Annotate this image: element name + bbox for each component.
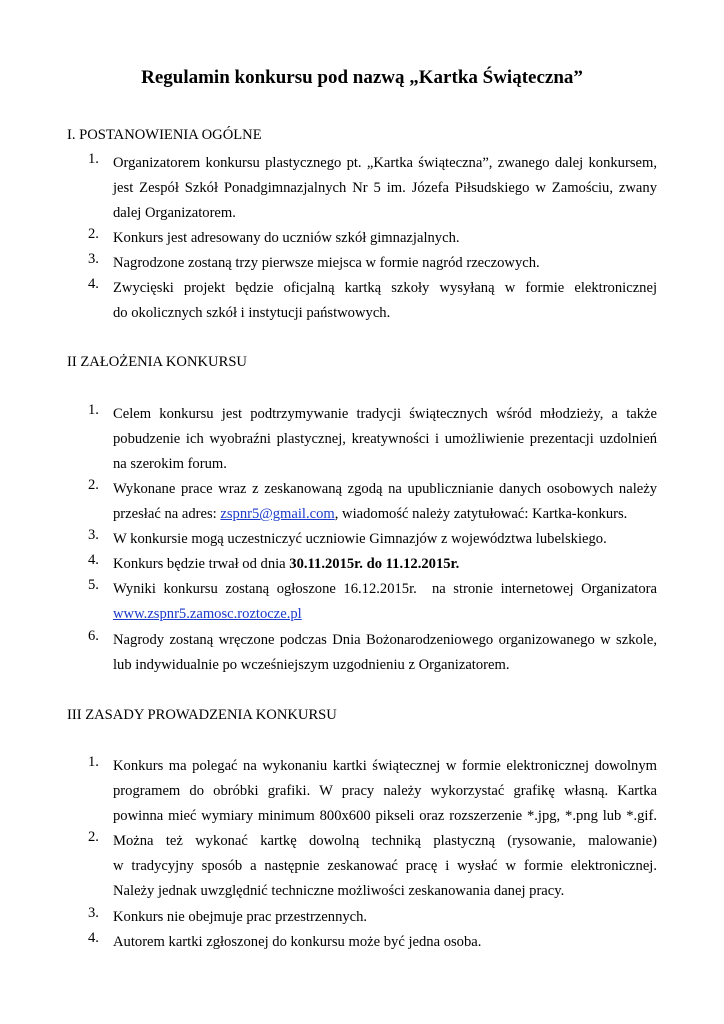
item-number: 6.	[88, 628, 99, 644]
item-text-line: Celem konkursu jest podtrzymywanie tradycji świątecznych wśród młodzieży, a także	[113, 406, 657, 422]
item-text-line: Konkurs jest adresowany do uczniów szkół gimnazjalnych.	[113, 230, 460, 246]
item-text-line: programem do obróbki grafiki. W pracy należy wykorzystać grafikę własną. Kartka	[113, 783, 657, 799]
item-text-line: Konkurs ma polegać na wykonaniu kartki świątecznej w formie elektronicznej dowolnym	[113, 758, 657, 774]
list-item	[88, 930, 657, 955]
item-number: 2.	[88, 477, 99, 493]
email-link[interactable]: zspnr5@gmail.com	[220, 506, 335, 522]
item-text-line: dalej Organizatorem.	[113, 205, 236, 221]
section-heading-zalozenia: II ZAŁOŻENIA KONKURSU	[67, 354, 247, 370]
item-text-line	[113, 502, 657, 527]
item-text-line: lub indywidualnie po wcześniejszym uzgodnieniu z Organizatorem.	[113, 657, 510, 673]
list-item	[88, 477, 657, 527]
item-text-line: Nagrody zostaną wręczone podczas Dnia Bożonarodzeniowego organizowanego w szkole,	[113, 632, 657, 648]
section-heading-postanowienia: I. POSTANOWIENIA OGÓLNE	[67, 127, 262, 143]
website-link[interactable]: www.zspnr5.zamosc.roztocze.pl	[113, 606, 302, 622]
date-separator: do	[362, 556, 386, 572]
item-number: 5.	[88, 577, 99, 593]
list-item	[88, 251, 657, 276]
item-text-line: do okolicznych szkół i instytucji państwowych.	[113, 305, 391, 321]
item-text-line: Wykonane prace wraz z zeskanowaną zgodą na upublicznianie danych osobowych należy	[113, 481, 657, 497]
list-item	[88, 276, 657, 326]
date-from: 30.11.2015r.	[289, 556, 363, 572]
item-number: 4.	[88, 276, 99, 292]
item-text-line	[113, 602, 657, 627]
list-item	[88, 527, 657, 552]
item-text-line: Organizatorem konkursu plastycznego pt. „Kartka świąteczna”, zwanego dalej konkursem,	[113, 155, 657, 171]
section-heading-zasady: III ZASADY PROWADZENIA KONKURSU	[67, 707, 337, 723]
item-number: 1.	[88, 151, 99, 167]
item-text-line: Nagrodzone zostaną trzy pierwsze miejsca w formie nagród rzeczowych.	[113, 255, 540, 271]
item-text-line: W konkursie mogą uczestniczyć uczniowie Gimnazjów z województwa lubelskiego.	[113, 531, 607, 547]
item-text-line: Należy jednak uwzględnić techniczne możliwości zeskanowania danej pracy.	[113, 883, 565, 899]
item-text-segment: Konkurs będzie trwał od dnia	[113, 556, 290, 572]
item-number: 3.	[88, 905, 99, 921]
item-number: 1.	[88, 402, 99, 418]
item-text-line: Autorem kartki zgłoszonej do konkursu może być jedna osoba.	[113, 934, 482, 950]
item-text-line: pobudzenie ich wyobraźni plastycznej, kreatywności i umożliwienie prezentacji uzdolnień	[113, 431, 657, 447]
item-text-line: Konkurs nie obejmuje prac przestrzennych.	[113, 909, 368, 925]
item-text-line: na szerokim forum.	[113, 456, 227, 472]
item-number: 2.	[88, 226, 99, 242]
item-text-line: Zwycięski projekt będzie oficjalną kartką szkoły wysyłaną w formie elektronicznej	[113, 280, 657, 296]
list-item	[88, 552, 657, 577]
item-text-line: Można też wykonać kartkę dowolną techniką plastyczną (rysowanie, malowanie)	[113, 833, 657, 849]
item-text-segment: , wiadomość należy zatytułować: Kartka-konkurs.	[334, 506, 628, 522]
list-item	[88, 577, 657, 627]
item-text-line: Wyniki konkursu zostaną ogłoszone 16.12.2015r. na stronie internetowej Organizatora	[113, 581, 657, 597]
item-text-line	[113, 552, 657, 577]
item-number: 3.	[88, 251, 99, 267]
list-item	[88, 754, 657, 829]
item-text-line: w tradycyjny sposób a następnie zeskanować pracę i wysłać w formie elektronicznej.	[113, 858, 657, 874]
item-text-line: powinna mieć wymiary minimum 800x600 pikseli oraz rozszerzenie *.jpg, *.png lub *.gif.	[113, 808, 657, 824]
list-item	[88, 151, 657, 226]
item-number: 3.	[88, 527, 99, 543]
item-number: 4.	[88, 552, 99, 568]
list-item	[88, 905, 657, 930]
item-number: 1.	[88, 754, 99, 770]
document-title: Regulamin konkursu pod nazwą „Kartka Świąteczna”	[141, 67, 583, 88]
item-text-segment: przesłać na adres:	[113, 506, 221, 522]
item-number: 2.	[88, 829, 99, 845]
list-item	[88, 226, 657, 251]
item-text-line: jest Zespół Szkół Ponadgimnazjalnych Nr 5 im. Józefa Piłsudskiego w Zamościu, zwany	[113, 180, 657, 196]
list-item	[88, 829, 657, 904]
date-to: 11.12.2015r.	[385, 556, 460, 572]
list-item	[88, 402, 657, 477]
list-item	[88, 628, 657, 678]
item-number: 4.	[88, 930, 99, 946]
